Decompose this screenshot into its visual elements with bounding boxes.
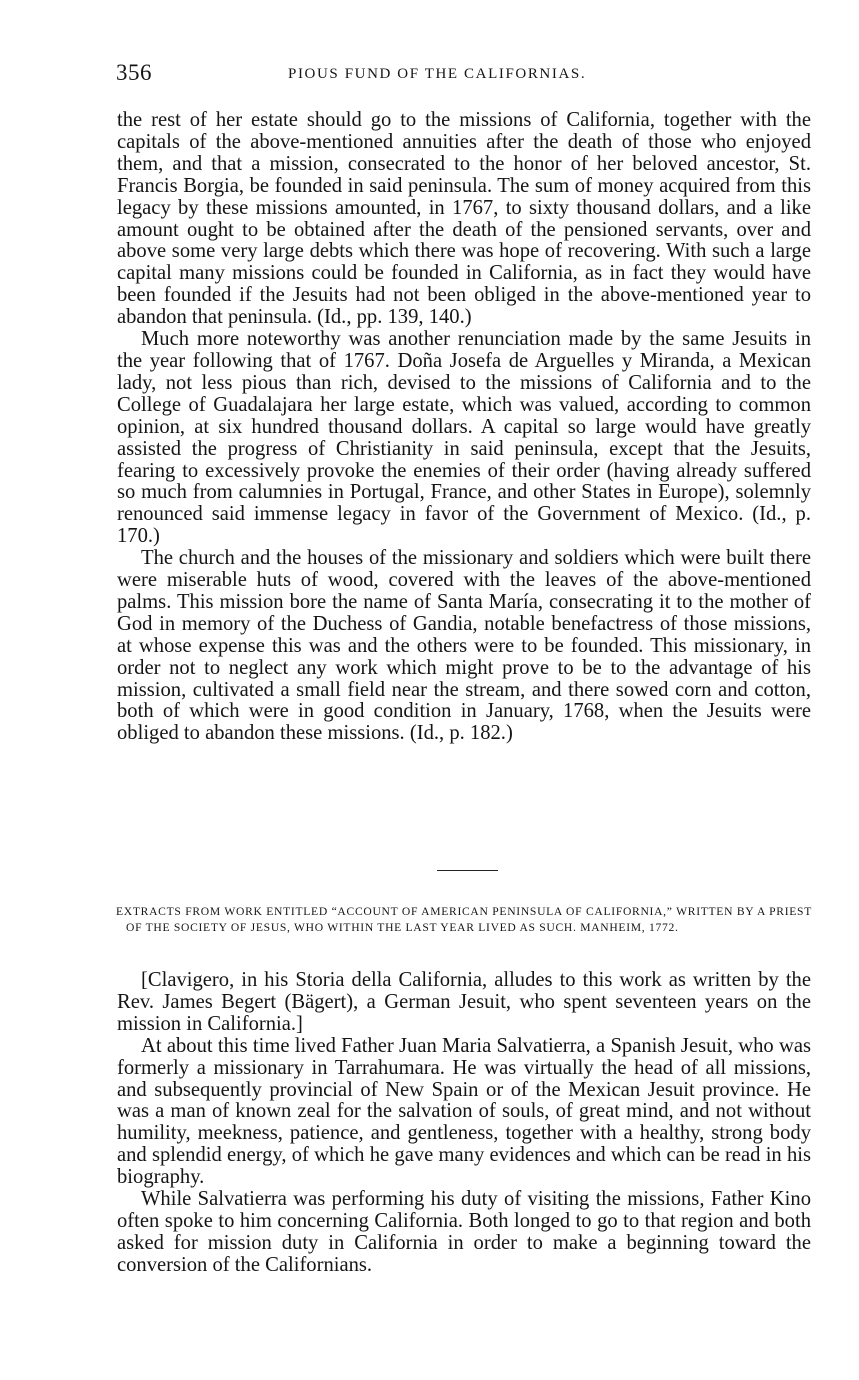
body-text-bottom [117, 970, 811, 1277]
section-divider [437, 870, 498, 871]
paragraph: While Salvatierra was performing his duty of visiting the missions, Father Kino often spoke to him concerning California. Both longed to go to that region and both asked for mission duty in California in order to make a beginning toward the conversion of the Californians. [117, 1188, 811, 1276]
body-text-top [117, 110, 811, 745]
extract-heading: EXTRACTS FROM WORK ENTITLED “ACCOUNT OF AMERICAN PENINSULA OF CALIFORNIA,” WRITTEN BY A PRIEST OF THE SOCIETY OF JESUS, WHO WITHIN THE LAST YEAR LIVED AS SUCH. MANHEIM, 1772. [116, 905, 812, 934]
page-header [116, 60, 812, 94]
paragraph: The church and the houses of the missionary and soldiers which were built there were miserable huts of wood, covered with the leaves of the above-mentioned palms. This mission bore the name of Santa María, consecrating it to the mother of God in memory of the Duchess of Gandia, notable benefactress of those missions, at whose expense this was and the others were to be founded. This missionary, in order not to neglect any work which might prove to be to the advantage of his mission, cultivated a small field near the stream, and there sowed corn and cotton, both of which were in good condition in January, 1768, when the Jesuits were obliged to abandon these missions. (Id., p. 182.) [117, 547, 811, 745]
paragraph: Much more noteworthy was another renunciation made by the same Jesuits in the year following that of 1767. Doña Josefa de Arguelles y Miranda, a Mexican lady, not less pious than rich, devised to the missions of California and to the College of Guadalajara her large estate, which was valued, according to common opinion, at six hundred thousand dollars. A capital so large would have greatly assisted the progress of Christianity in said peninsula, except that the Jesuits, fearing to excessively provoke the enemies of their order (having already suffered so much from calumnies in Portugal, France, and other States in Europe), solemnly renounced said immense legacy in favor of the Government of Mexico. (Id., p. 170.) [117, 328, 811, 548]
paragraph: [Clavigero, in his Storia della California, alludes to this work as written by the Rev. James Begert (Bägert), a German Jesuit, who spent seventeen years on the mission in California.] [117, 969, 811, 1035]
paragraph: the rest of her estate should go to the missions of California, together with the capitals of the above-mentioned annuities after the death of those who enjoyed them, and that a mission, consecrated to the honor of her beloved ancestor, St. Francis Borgia, be founded in said peninsula. The sum of money acquired from this legacy by these missions amounted, in 1767, to sixty thousand dollars, and a like amount ought to be obtained after the death of the pensioned servants, over and above some very large debts which there was hope of recovering. With such a large capital many missions could be founded in California, as in fact they would have been founded if the Jesuits had not been obliged in the above-mentioned year to abandon that peninsula. (Id., pp. 139, 140.) [117, 109, 811, 329]
paragraph: At about this time lived Father Juan Maria Salvatierra, a Spanish Jesuit, who was formerly a missionary in Tarrahumara. He was virtually the head of all missions, and subsequently provincial of New Spain or of the Mexican Jesuit province. He was a man of known zeal for the salvation of souls, of great mind, and not without humility, meekness, patience, and gentleness, together with a healthy, strong body and splendid energy, of which he gave many evidences and which can be read in his biography. [117, 1034, 811, 1189]
page-number: 356 [116, 60, 152, 85]
running-title: PIOUS FUND OF THE CALIFORNIAS. [288, 66, 587, 82]
